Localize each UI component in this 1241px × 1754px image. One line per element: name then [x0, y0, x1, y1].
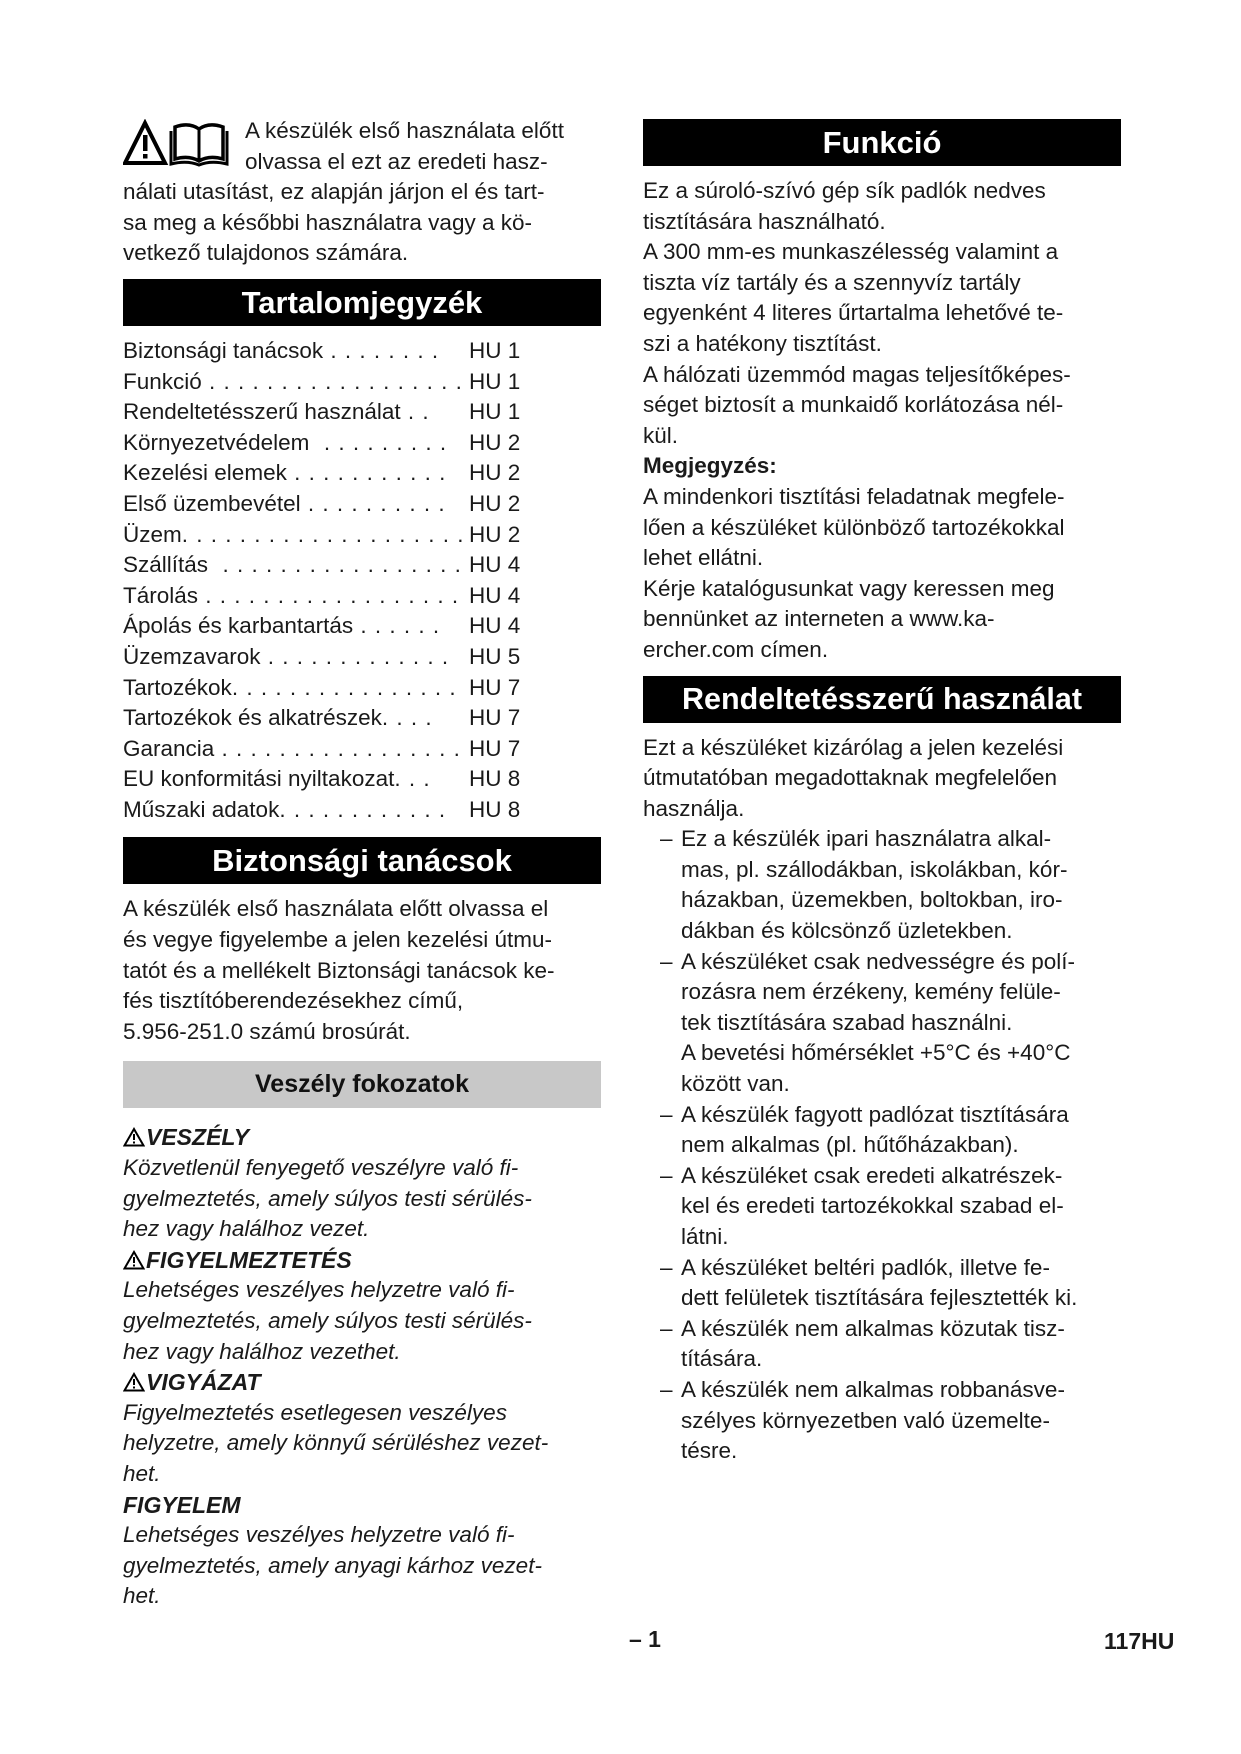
list-item-line: kel és eredeti tartozékokkal szabad el- [681, 1193, 1064, 1219]
list-item-line: dákban és kölcsönző üzletekben. [681, 918, 1013, 944]
list-item-line: dett felületek tisztítására fejlesztették ki. [681, 1285, 1078, 1311]
toc-entry-leader: . . . . . . . . . . [300, 490, 446, 516]
toc-entry-leader: . . . [394, 766, 431, 792]
danger-level-line: helyzetre, amely könnyű sérüléshez vezet- [123, 1430, 549, 1456]
toc-entry [123, 458, 601, 489]
note-label: Megjegyzés: [643, 453, 777, 479]
intended-use-line: Ezt a készüléket kizárólag a jelen kezelési [643, 734, 1064, 760]
toc-entry-label: Üzemzavarok [123, 643, 261, 669]
safety-line: fés tisztítóberendezésekhez című, [123, 988, 464, 1014]
note-line: ercher.com címen. [643, 636, 829, 662]
list-item-line: A készülék nem alkalmas közutak tisz- [681, 1315, 1065, 1341]
table-of-contents [123, 336, 601, 826]
toc-entry-leader: . . . . [381, 705, 433, 731]
danger-level-line: hez vagy halálhoz vezet. [123, 1216, 370, 1242]
toc-entry-leader: . . . . . . . . . . . . . . . . . . [198, 582, 460, 608]
intended-use-line: útmutatóban megadottaknak megfelelően [643, 765, 1058, 791]
danger-level-title [123, 1367, 601, 1398]
list-dash: – [660, 826, 673, 852]
danger-level-line: het. [123, 1583, 161, 1609]
list-item-line: A készüléket beltéri padlók, illetve fe- [681, 1254, 1050, 1280]
function-line: séget biztosít a munkaidő korlátozása nél- [643, 392, 1064, 418]
list-item [643, 947, 1121, 1100]
danger-level-label: VIGYÁZAT [146, 1369, 261, 1396]
list-item-line: szélyes környezetben való üzemelte- [681, 1407, 1050, 1433]
toc-entry-label: Üzem [123, 521, 182, 547]
danger-level-label: VESZÉLY [146, 1124, 250, 1151]
danger-level-line: Közvetlenül fenyegető veszélyre való fi- [123, 1155, 519, 1181]
toc-entry-leader: . . . . . . . . . . . . . . . . . . [201, 368, 463, 394]
toc-entry-label: Kezelési elemek [123, 460, 287, 486]
list-dash: – [660, 1101, 673, 1127]
list-item-line: tek tisztítására szabad használni. [681, 1009, 1013, 1035]
warning-read-manual-icon [123, 119, 235, 167]
toc-heading: Tartalomjegyzék [123, 279, 601, 326]
list-item-line: rozásra nem érzékeny, kemény felüle- [681, 979, 1061, 1005]
toc-entry [123, 520, 601, 551]
toc-entry [123, 673, 601, 704]
toc-entry-page: HU 4 [469, 613, 521, 639]
safety-line: és vegye figyelembe a jelen kezelési útmu- [123, 927, 552, 953]
toc-entry-leader: . . . . . . . . . . . . . . . . . [214, 735, 461, 761]
toc-entry [123, 642, 601, 673]
intro-line: sa meg a későbbi használatra vagy a kö- [123, 209, 532, 235]
toc-entry-label: Műszaki adatok [123, 796, 280, 822]
danger-level-line: Figyelmeztetés esetlegesen veszélyes [123, 1399, 507, 1425]
danger-level-line: gyelmeztetés, amely súlyos testi sérülés- [123, 1185, 532, 1211]
intended-use-heading: Rendeltetésszerű használat [643, 676, 1121, 723]
list-item-line: Ez a készülék ipari használatra alkal- [681, 826, 1052, 852]
toc-entry [123, 367, 601, 398]
danger-level-label: FIGYELMEZTETÉS [146, 1246, 352, 1273]
list-item-line: A készülék fagyott padlózat tisztítására [681, 1101, 1069, 1127]
note-line: lehet ellátni. [643, 545, 764, 571]
list-item [643, 1100, 1121, 1161]
list-item [643, 1253, 1121, 1314]
list-item-line: A bevetési hőmérséklet +5°C és +40°C [681, 1040, 1071, 1066]
safety-intro [123, 894, 601, 1047]
toc-entry [123, 581, 601, 612]
toc-entry-label: Szállítás [123, 552, 209, 578]
toc-entry [123, 611, 601, 642]
intro-notice [123, 116, 601, 269]
danger-level-figyelem [123, 1490, 601, 1612]
toc-entry-page: HU 7 [469, 674, 521, 700]
toc-entry [123, 703, 601, 734]
danger-levels-heading: Veszély fokozatok [123, 1061, 601, 1108]
function-line: A 300 mm-es munkaszélesség valamint a [643, 239, 1059, 265]
toc-entry-label: Biztonsági tanácsok [123, 337, 324, 363]
note-line: A mindenkori tisztítási feladatnak megfele- [643, 483, 1065, 509]
intended-use-line: használja. [643, 795, 745, 821]
toc-entry-leader: . . . . . . . . [323, 337, 440, 363]
list-item-line: A készüléket csak eredeti alkatrészek- [681, 1162, 1063, 1188]
danger-level-line: Lehetséges veszélyes helyzetre való fi- [123, 1522, 515, 1548]
function-text [643, 176, 1121, 666]
toc-entry-page: HU 8 [469, 796, 521, 822]
list-dash: – [660, 1376, 673, 1402]
safety-line: 5.956-251.0 számú brosúrát. [123, 1018, 411, 1044]
list-item-line: mas, pl. szállodákban, iskolákban, kór- [681, 856, 1068, 882]
intro-line: nálati utasítást, ez alapján járjon el és tart- [123, 179, 545, 205]
toc-entry-page: HU 1 [469, 368, 521, 394]
list-item [643, 824, 1121, 946]
toc-entry-leader: . . . . . . . . . . . [286, 460, 447, 486]
list-item-line: látni. [681, 1224, 729, 1249]
toc-entry-label: EU konformitási nyiltakozat [123, 766, 395, 792]
toc-entry-label: Tartozékok [123, 674, 232, 700]
function-line: szi a hatékony tisztítást. [643, 330, 882, 356]
toc-entry-leader: . . [400, 399, 430, 425]
safety-line: tatót és a mellékelt Biztonsági tanácsok ke- [123, 957, 555, 983]
list-item [643, 1161, 1121, 1253]
danger-levels [123, 1122, 601, 1612]
toc-entry-page: HU 4 [469, 552, 521, 578]
toc-entry-page: HU 5 [469, 643, 521, 669]
toc-entry-leader: . . . . . . . . . [309, 429, 448, 455]
toc-entry-leader: . . . . . . [353, 613, 441, 639]
toc-entry-page: HU 2 [469, 521, 521, 547]
note-line: Kérje katalógusunkat vagy keressen meg [643, 575, 1055, 601]
danger-level-title [123, 1245, 601, 1276]
toc-entry-label: Környezetvédelem [123, 429, 310, 455]
function-line: tiszta víz tartály és a szennyvíz tartály [643, 269, 1021, 295]
toc-entry [123, 550, 601, 581]
danger-level-vigyazat [123, 1367, 601, 1489]
toc-entry-label: Első üzembevétel [123, 490, 301, 516]
toc-entry-page: HU 1 [469, 337, 521, 363]
page-number: – 1 [629, 1626, 661, 1652]
toc-entry-leader: . . . . . . . . . . . . . . . . . [208, 552, 462, 578]
function-line: A hálózati üzemmód magas teljesítőképes- [643, 361, 1071, 387]
intro-line: olvassa el ezt az eredeti hasz- [245, 148, 548, 174]
danger-level-title [123, 1122, 601, 1153]
note-line: lően a készüléket különböző tartozékokkal [643, 514, 1065, 540]
safety-heading: Biztonsági tanácsok [123, 837, 601, 884]
toc-entry-page: HU 7 [469, 705, 521, 731]
function-line: kül. [643, 422, 679, 448]
toc-entry-label: Tárolás [123, 582, 199, 608]
intended-use-text [643, 733, 1121, 825]
toc-entry-leader: . . . . . . . . . . . . . . . . [231, 674, 457, 700]
danger-level-line: gyelmeztetés, amely súlyos testi sérülés- [123, 1308, 532, 1333]
list-item-line: A készüléket csak nedvességre és polí- [681, 948, 1075, 974]
list-item-line: títására. [681, 1346, 763, 1372]
function-heading: Funkció [643, 119, 1121, 166]
danger-level-figyelmeztetes [123, 1245, 601, 1367]
danger-level-line: gyelmeztetés, amely anyagi kárhoz vezet- [123, 1552, 542, 1578]
safety-line: A készülék első használata előtt olvassa el [123, 896, 549, 922]
danger-level-line: het. [123, 1460, 161, 1486]
toc-entry [123, 795, 601, 826]
warning-triangle-icon [123, 1372, 145, 1392]
danger-level-label: FIGYELEM [123, 1491, 241, 1518]
toc-entry-page: HU 2 [469, 429, 521, 455]
toc-entry-page: HU 7 [469, 735, 521, 761]
list-item [643, 1375, 1121, 1467]
toc-entry [123, 336, 601, 367]
list-dash: – [660, 1254, 673, 1280]
list-dash: – [660, 948, 673, 974]
toc-entry-label: Rendeltetésszerű használat [123, 399, 401, 425]
toc-entry-page: HU 2 [469, 490, 521, 516]
toc-entry [123, 489, 601, 520]
list-item-line: házakban, üzemekben, boltokban, iro- [681, 887, 1063, 913]
list-item-line: nem alkalmas (pl. hűtőházakban). [681, 1132, 1019, 1158]
danger-level-veszely [123, 1122, 601, 1244]
function-line: tisztítására használható. [643, 208, 886, 234]
page-code: 117HU [1104, 1628, 1175, 1654]
toc-entry-label: Tartozékok és alkatrészek [123, 705, 382, 731]
toc-entry [123, 764, 601, 795]
list-item-line: között van. [681, 1071, 790, 1097]
danger-level-line: hez vagy halálhoz vezethet. [123, 1338, 401, 1364]
list-item-line: A készülék nem alkalmas robbanásve- [681, 1376, 1065, 1402]
toc-entry-label: Funkció [123, 368, 202, 394]
list-dash: – [660, 1315, 673, 1341]
toc-entry-page: HU 2 [469, 460, 521, 486]
intro-line: A készülék első használata előtt [245, 118, 564, 143]
intended-use-list [643, 824, 1121, 1466]
toc-entry-leader: . . . . . . . . . . . . [279, 796, 447, 822]
danger-level-line: Lehetséges veszélyes helyzetre való fi- [123, 1277, 515, 1303]
toc-entry [123, 734, 601, 765]
warning-triangle-icon [123, 1250, 145, 1270]
toc-entry-leader: . . . . . . . . . . . . . . . . . . . . [181, 521, 465, 547]
list-item-line: tésre. [681, 1438, 738, 1464]
right-column [643, 119, 1121, 1467]
function-line: Ez a súroló-szívó gép sík padlók nedves [643, 178, 1046, 203]
intro-line: vetkező tulajdonos számára. [123, 240, 409, 266]
list-item [643, 1314, 1121, 1375]
left-column [123, 116, 601, 1612]
toc-entry-leader: . . . . . . . . . . . . . [260, 643, 450, 669]
toc-entry [123, 397, 601, 428]
toc-entry-label: Garancia [123, 735, 215, 761]
toc-entry [123, 428, 601, 459]
function-line: egyenként 4 literes űrtartalma lehetővé te- [643, 300, 1064, 326]
toc-entry-page: HU 1 [469, 399, 521, 425]
toc-entry-page: HU 4 [469, 582, 521, 608]
toc-entry-label: Ápolás és karbantartás [123, 613, 354, 639]
warning-triangle-icon [123, 1127, 145, 1147]
toc-entry-page: HU 8 [469, 766, 521, 792]
list-dash: – [660, 1162, 673, 1188]
note-line: bennünket az interneten a www.ka- [643, 606, 995, 632]
